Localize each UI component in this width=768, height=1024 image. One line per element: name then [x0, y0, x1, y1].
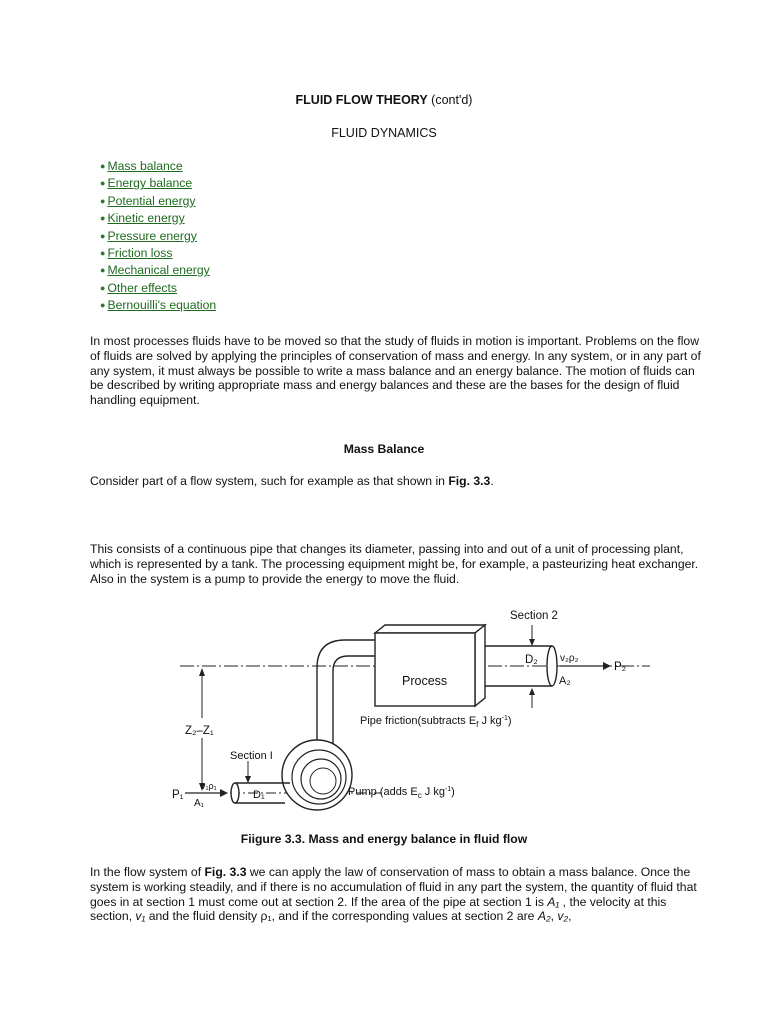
d2-label: D₂: [525, 654, 538, 666]
consider-end: .: [490, 474, 494, 488]
text-run: and the fluid density: [145, 909, 261, 924]
a1-label: A₁: [194, 798, 205, 809]
bullet-icon: ●: [100, 282, 106, 293]
d1-label: D₁: [253, 789, 265, 801]
text-run: we can apply the law of conservation of mass to obtain a mass balance. Once the system is working steadily, and if there is no accumulation of fluid in any part the system, the quantity of fluid that goes in at section 1 must come out at section 2. If the area of the pipe at section 1 is: [90, 865, 697, 909]
arrow-up-icon: [529, 688, 535, 695]
bullet-icon: ●: [100, 247, 106, 258]
link-friction-loss[interactable]: Friction loss: [107, 245, 173, 260]
page-title: [0, 93, 768, 107]
process-label: Process: [402, 674, 448, 688]
pump-label: Pump (adds $E_c$ J $kg^{-1}$): [348, 786, 455, 800]
list-item: [100, 193, 216, 210]
link-kinetic-energy[interactable]: Kinetic energy: [107, 211, 185, 226]
figure-caption: Fiigure 3.3. Mass and energy balance in fluid flow: [240, 832, 528, 846]
consider-paragraph: [90, 474, 710, 489]
section-1-label: Section I: [230, 750, 273, 762]
text-run: In the flow system of: [90, 865, 205, 879]
list-item: [100, 228, 216, 245]
link-potential-energy[interactable]: Potential energy: [107, 193, 196, 208]
arrow-right-icon: [603, 662, 611, 670]
text-run: , and if the corresponding values at section 2 are: [271, 909, 538, 924]
v1-rho1-label: v₁ρ₁: [201, 781, 217, 791]
p1-label: P₁: [172, 789, 184, 801]
symbol-v1: v₁: [135, 909, 146, 924]
bullet-icon: ●: [100, 178, 106, 189]
link-other-effects[interactable]: Other effects: [107, 280, 177, 295]
bullet-icon: ●: [100, 161, 106, 171]
p2-label: P₂: [614, 661, 627, 673]
list-item: [100, 210, 216, 227]
connecting-pipe-inner: [333, 656, 375, 750]
page-title-suffix: (cont'd): [427, 93, 473, 107]
v2-rho2-label: v₂ρ₂: [560, 653, 579, 664]
figure-reference: Fig. 3.3: [204, 865, 247, 879]
outlet-pipe-end: [547, 646, 557, 686]
process-tank-top: [375, 625, 485, 633]
topic-link-list: [100, 158, 216, 315]
bullet-icon: ●: [100, 195, 106, 206]
arrow-down-icon: [245, 776, 251, 783]
list-item: [100, 158, 216, 175]
link-bernouilli-equation[interactable]: Bernouilli's equation: [107, 298, 217, 313]
list-item: [100, 175, 216, 192]
page-title-bold: FLUID FLOW THEORY: [295, 93, 428, 107]
a2-label: A₂: [559, 675, 571, 687]
figure-reference: Fig. 3.3: [448, 474, 491, 488]
arrow-up-icon: [199, 668, 205, 676]
list-item: [100, 280, 216, 297]
bullet-icon: ●: [100, 300, 106, 311]
section-heading: Mass Balance: [343, 442, 425, 456]
consider-text: Consider part of a flow system, such for example as that shown in: [90, 474, 449, 488]
height-difference-label: Z₂–Z₁: [185, 725, 214, 737]
arrow-right-icon: [220, 789, 228, 797]
bullet-icon: ●: [100, 265, 106, 276]
section-2-label: Section 2: [510, 610, 558, 622]
bullet-icon: ●: [100, 230, 106, 241]
inlet-pipe-end: [231, 783, 239, 803]
intro-paragraph: In most processes fluids have to be moved so that the study of fluids in motion is important. Problems on the flow of fluids are solved by applying the principles of conservation of mass and energy. In any system, or in any part of any system, it must always be possible to write a mass balance and an energy balance. The motion of fluids can be described by writing appropriate mass and energy balances and these are the bases for the design of fluid handling equipment.: [90, 334, 701, 408]
text-run: ,: [568, 909, 572, 924]
arrow-down-icon: [529, 639, 535, 646]
list-item: [100, 297, 216, 314]
link-pressure-energy[interactable]: Pressure energy: [107, 228, 197, 243]
text-run: , the velocity at this section,: [90, 894, 667, 924]
flow-system-diagram: [160, 600, 660, 825]
process-tank-side: [475, 625, 485, 706]
mass-balance-paragraph: [90, 865, 710, 924]
link-mechanical-energy[interactable]: Mechanical energy: [107, 263, 210, 278]
bullet-icon: ●: [100, 213, 106, 224]
list-item: [100, 262, 216, 279]
system-paragraph: This consists of a continuous pipe that changes its diameter, passing into and out of a unit of processing plant, which is represented by a tank. The processing equipment might be, for example, a pasteurizing heat exchanger. Also in the system is a pump to provide the energy to move the fluid.: [90, 542, 699, 586]
link-mass-balance[interactable]: Mass balance: [107, 159, 183, 173]
process-tank-front: [375, 633, 475, 706]
symbol-a2: A₂: [537, 909, 551, 924]
pipe-friction-label: Pipe friction(subtracts $E_f$ J $kg^{-1}$): [360, 715, 512, 729]
link-energy-balance[interactable]: Energy balance: [107, 176, 193, 191]
symbol-v2: v₂: [557, 909, 569, 924]
symbol-a1: A₁: [547, 894, 560, 909]
page-subtitle: FLUID DYNAMICS: [331, 126, 437, 140]
text-run: ,: [550, 909, 558, 924]
list-item: [100, 245, 216, 262]
symbol-rho1: ρ₁: [260, 909, 272, 924]
